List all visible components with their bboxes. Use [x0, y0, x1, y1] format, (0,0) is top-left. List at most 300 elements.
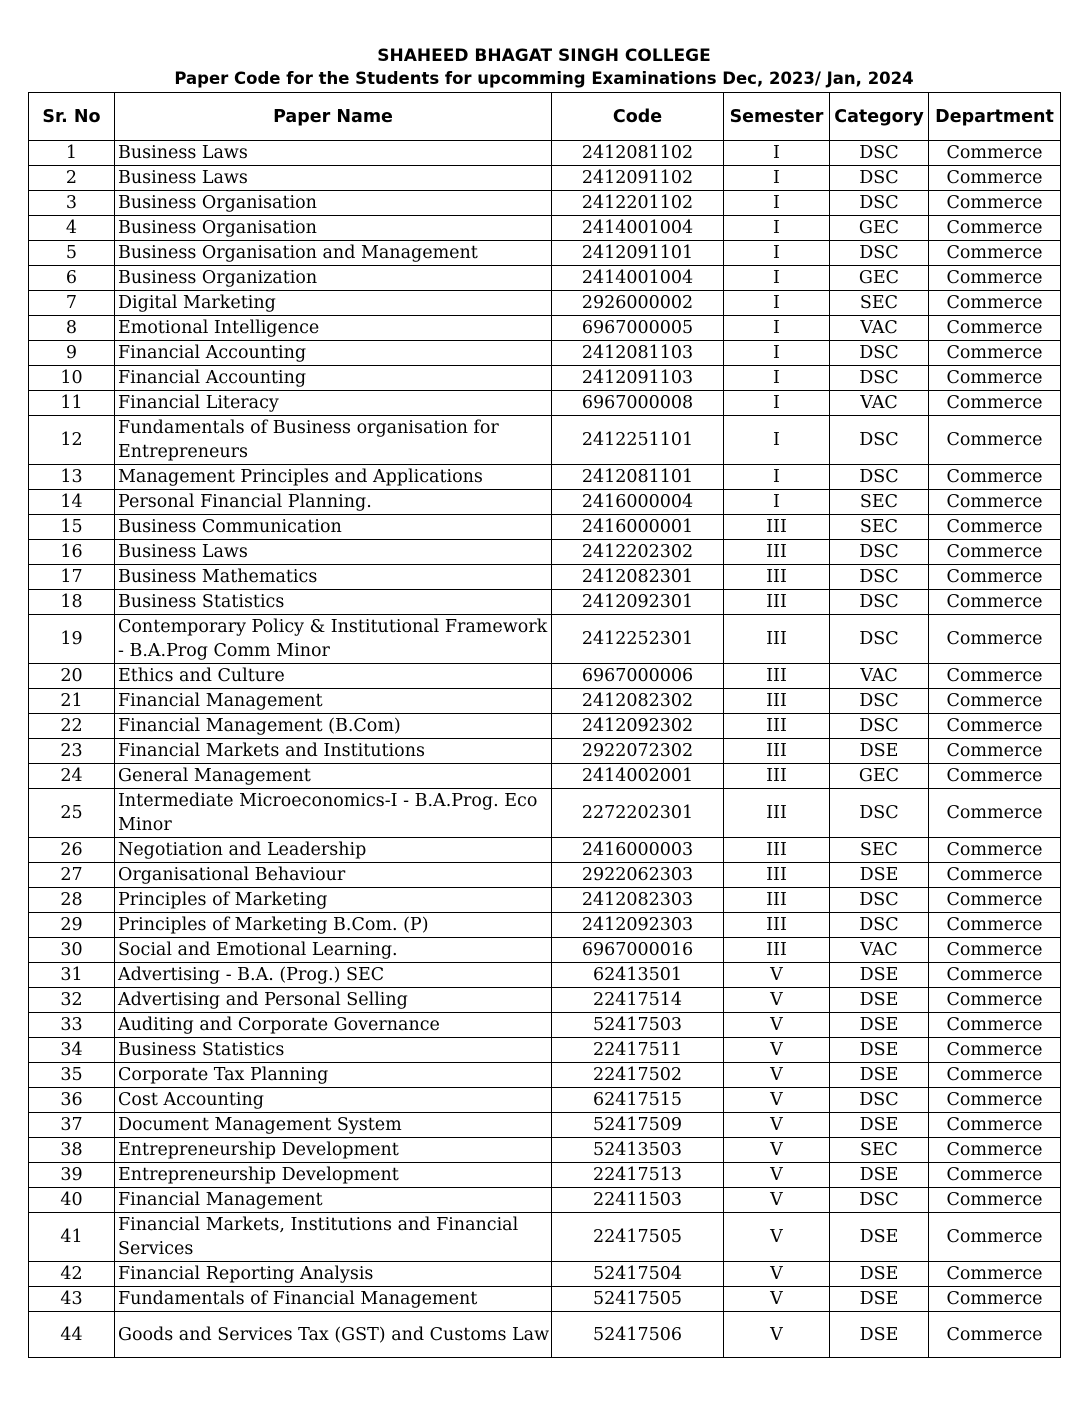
semester-cell: III — [724, 540, 830, 565]
department-cell: Commerce — [929, 888, 1061, 913]
sr-no-cell: 8 — [29, 316, 115, 341]
sr-no-cell: 39 — [29, 1163, 115, 1188]
code-cell: 2412092301 — [552, 590, 724, 615]
department-cell: Commerce — [929, 1138, 1061, 1163]
department-cell: Commerce — [929, 391, 1061, 416]
category-cell: DSC — [830, 888, 929, 913]
department-cell: Commerce — [929, 1113, 1061, 1138]
code-cell: 2922072302 — [552, 739, 724, 764]
department-cell: Commerce — [929, 988, 1061, 1013]
paper-name-cell: Digital Marketing — [115, 291, 552, 316]
category-cell: SEC — [830, 291, 929, 316]
semester-cell: III — [724, 764, 830, 789]
category-cell: GEC — [830, 266, 929, 291]
department-cell: Commerce — [929, 515, 1061, 540]
sr-no-cell: 22 — [29, 714, 115, 739]
table-row — [29, 714, 1061, 739]
code-cell: 2412092303 — [552, 913, 724, 938]
category-cell: DSE — [830, 1262, 929, 1287]
paper-name-cell: Financial Management — [115, 1188, 552, 1213]
code-cell: 2412081102 — [552, 141, 724, 166]
department-cell: Commerce — [929, 141, 1061, 166]
semester-cell: V — [724, 988, 830, 1013]
code-cell: 2926000002 — [552, 291, 724, 316]
paper-name-cell: Negotiation and Leadership — [115, 838, 552, 863]
sr-no-cell: 18 — [29, 590, 115, 615]
department-cell: Commerce — [929, 465, 1061, 490]
table-row — [29, 141, 1061, 166]
category-cell: GEC — [830, 764, 929, 789]
column-header-sr-no: Sr. No — [29, 93, 115, 141]
semester-cell: III — [724, 888, 830, 913]
table-row — [29, 1088, 1061, 1113]
semester-cell: V — [724, 1088, 830, 1113]
table-row — [29, 316, 1061, 341]
category-cell: VAC — [830, 391, 929, 416]
department-cell: Commerce — [929, 216, 1061, 241]
sr-no-cell: 25 — [29, 789, 115, 838]
paper-name-cell: Principles of Marketing — [115, 888, 552, 913]
semester-cell: V — [724, 1312, 830, 1358]
table-row — [29, 988, 1061, 1013]
semester-cell: III — [724, 913, 830, 938]
paper-name-cell: Financial Management — [115, 689, 552, 714]
department-cell: Commerce — [929, 1213, 1061, 1262]
department-cell: Commerce — [929, 1188, 1061, 1213]
category-cell: DSC — [830, 141, 929, 166]
paper-name-cell: Business Statistics — [115, 590, 552, 615]
semester-cell: I — [724, 191, 830, 216]
code-cell: 52413503 — [552, 1138, 724, 1163]
table-row — [29, 1188, 1061, 1213]
semester-cell: III — [724, 590, 830, 615]
semester-cell: V — [724, 1262, 830, 1287]
code-cell: 22417514 — [552, 988, 724, 1013]
department-cell: Commerce — [929, 664, 1061, 689]
semester-cell: III — [724, 838, 830, 863]
department-cell: Commerce — [929, 689, 1061, 714]
code-cell: 2412202302 — [552, 540, 724, 565]
category-cell: VAC — [830, 664, 929, 689]
code-cell: 2922062303 — [552, 863, 724, 888]
table-row — [29, 615, 1061, 664]
paper-name-cell: Personal Financial Planning. — [115, 490, 552, 515]
table-row — [29, 166, 1061, 191]
semester-cell: I — [724, 266, 830, 291]
category-cell: DSC — [830, 166, 929, 191]
department-cell: Commerce — [929, 764, 1061, 789]
paper-name-cell: Financial Markets, Institutions and Financial Services — [115, 1213, 552, 1262]
category-cell: DSE — [830, 1113, 929, 1138]
code-cell: 22417511 — [552, 1038, 724, 1063]
code-cell: 22417505 — [552, 1213, 724, 1262]
code-cell: 6967000016 — [552, 938, 724, 963]
department-cell: Commerce — [929, 540, 1061, 565]
semester-cell: V — [724, 1113, 830, 1138]
semester-cell: III — [724, 615, 830, 664]
paper-name-cell: Business Communication — [115, 515, 552, 540]
code-cell: 2412082303 — [552, 888, 724, 913]
paper-name-cell: Business Statistics — [115, 1038, 552, 1063]
category-cell: DSC — [830, 714, 929, 739]
sr-no-cell: 41 — [29, 1213, 115, 1262]
paper-name-cell: Advertising - B.A. (Prog.) SEC — [115, 963, 552, 988]
department-cell: Commerce — [929, 316, 1061, 341]
sr-no-cell: 40 — [29, 1188, 115, 1213]
paper-name-cell: Business Organisation — [115, 216, 552, 241]
semester-cell: III — [724, 938, 830, 963]
department-cell: Commerce — [929, 590, 1061, 615]
table-row — [29, 540, 1061, 565]
code-cell: 2412082302 — [552, 689, 724, 714]
code-cell: 2412091102 — [552, 166, 724, 191]
category-cell: DSE — [830, 1287, 929, 1312]
category-cell: DSE — [830, 863, 929, 888]
code-cell: 62417515 — [552, 1088, 724, 1113]
sr-no-cell: 2 — [29, 166, 115, 191]
category-cell: SEC — [830, 838, 929, 863]
sr-no-cell: 43 — [29, 1287, 115, 1312]
table-row — [29, 490, 1061, 515]
code-cell: 2412252301 — [552, 615, 724, 664]
department-cell: Commerce — [929, 291, 1061, 316]
semester-cell: V — [724, 1163, 830, 1188]
semester-cell: III — [724, 789, 830, 838]
table-row — [29, 241, 1061, 266]
table-row — [29, 266, 1061, 291]
category-cell: DSC — [830, 565, 929, 590]
semester-cell: III — [724, 515, 830, 540]
category-cell: VAC — [830, 938, 929, 963]
semester-cell: V — [724, 1063, 830, 1088]
sr-no-cell: 38 — [29, 1138, 115, 1163]
semester-cell: V — [724, 1038, 830, 1063]
sr-no-cell: 35 — [29, 1063, 115, 1088]
department-cell: Commerce — [929, 565, 1061, 590]
code-cell: 2272202301 — [552, 789, 724, 838]
semester-cell: I — [724, 316, 830, 341]
sr-no-cell: 13 — [29, 465, 115, 490]
code-cell: 2414001004 — [552, 266, 724, 291]
table-row — [29, 1287, 1061, 1312]
sr-no-cell: 12 — [29, 416, 115, 465]
semester-cell: I — [724, 141, 830, 166]
sr-no-cell: 5 — [29, 241, 115, 266]
department-cell: Commerce — [929, 1088, 1061, 1113]
paper-name-cell: Financial Accounting — [115, 341, 552, 366]
semester-cell: I — [724, 416, 830, 465]
semester-cell: III — [724, 863, 830, 888]
table-row — [29, 341, 1061, 366]
semester-cell: III — [724, 739, 830, 764]
table-row — [29, 1312, 1061, 1358]
category-cell: DSC — [830, 366, 929, 391]
semester-cell: V — [724, 1213, 830, 1262]
department-cell: Commerce — [929, 166, 1061, 191]
department-cell: Commerce — [929, 1163, 1061, 1188]
table-body — [29, 141, 1061, 1358]
paper-name-cell: Business Organisation and Management — [115, 241, 552, 266]
sr-no-cell: 11 — [29, 391, 115, 416]
semester-cell: III — [724, 664, 830, 689]
semester-cell: I — [724, 465, 830, 490]
code-cell: 22411503 — [552, 1188, 724, 1213]
category-cell: SEC — [830, 1138, 929, 1163]
department-cell: Commerce — [929, 913, 1061, 938]
table-row — [29, 291, 1061, 316]
sr-no-cell: 20 — [29, 664, 115, 689]
department-cell: Commerce — [929, 416, 1061, 465]
category-cell: DSC — [830, 913, 929, 938]
code-cell: 2412082301 — [552, 565, 724, 590]
paper-name-cell: Financial Accounting — [115, 366, 552, 391]
paper-name-cell: Ethics and Culture — [115, 664, 552, 689]
column-header-category: Category — [830, 93, 929, 141]
semester-cell: V — [724, 1138, 830, 1163]
sr-no-cell: 21 — [29, 689, 115, 714]
college-title: SHAHEED BHAGAT SINGH COLLEGE — [377, 46, 711, 66]
department-cell: Commerce — [929, 1312, 1061, 1358]
column-header-semester: Semester — [724, 93, 830, 141]
sr-no-cell: 26 — [29, 838, 115, 863]
paper-name-cell: Management Principles and Applications — [115, 465, 552, 490]
paper-name-cell: Business Laws — [115, 166, 552, 191]
code-cell: 52417509 — [552, 1113, 724, 1138]
paper-name-cell: Advertising and Personal Selling — [115, 988, 552, 1013]
paper-name-cell: Emotional Intelligence — [115, 316, 552, 341]
department-cell: Commerce — [929, 341, 1061, 366]
department-cell: Commerce — [929, 241, 1061, 266]
sr-no-cell: 42 — [29, 1262, 115, 1287]
sr-no-cell: 3 — [29, 191, 115, 216]
table-row — [29, 590, 1061, 615]
code-cell: 2412201102 — [552, 191, 724, 216]
document-header — [0, 44, 1088, 90]
semester-cell: I — [724, 291, 830, 316]
category-cell: DSC — [830, 689, 929, 714]
sr-no-cell: 17 — [29, 565, 115, 590]
paper-name-cell: Principles of Marketing B.Com. (P) — [115, 913, 552, 938]
department-cell: Commerce — [929, 1038, 1061, 1063]
category-cell: DSC — [830, 416, 929, 465]
department-cell: Commerce — [929, 714, 1061, 739]
category-cell: GEC — [830, 216, 929, 241]
table-row — [29, 913, 1061, 938]
semester-cell: III — [724, 714, 830, 739]
paper-name-cell: Financial Literacy — [115, 391, 552, 416]
category-cell: DSC — [830, 789, 929, 838]
department-cell: Commerce — [929, 1262, 1061, 1287]
semester-cell: III — [724, 565, 830, 590]
code-cell: 22417502 — [552, 1063, 724, 1088]
department-cell: Commerce — [929, 789, 1061, 838]
sr-no-cell: 44 — [29, 1312, 115, 1358]
code-cell: 2412091103 — [552, 366, 724, 391]
semester-cell: V — [724, 1013, 830, 1038]
table-row — [29, 465, 1061, 490]
sr-no-cell: 34 — [29, 1038, 115, 1063]
sr-no-cell: 7 — [29, 291, 115, 316]
table-row — [29, 664, 1061, 689]
paper-name-cell: Cost Accounting — [115, 1088, 552, 1113]
sr-no-cell: 23 — [29, 739, 115, 764]
table-row — [29, 888, 1061, 913]
department-cell: Commerce — [929, 739, 1061, 764]
semester-cell: I — [724, 341, 830, 366]
sr-no-cell: 27 — [29, 863, 115, 888]
code-cell: 2416000001 — [552, 515, 724, 540]
code-cell: 6967000005 — [552, 316, 724, 341]
paper-name-cell: Document Management System — [115, 1113, 552, 1138]
paper-name-cell: Corporate Tax Planning — [115, 1063, 552, 1088]
code-cell: 2412251101 — [552, 416, 724, 465]
paper-name-cell: Organisational Behaviour — [115, 863, 552, 888]
code-cell: 2414001004 — [552, 216, 724, 241]
sr-no-cell: 30 — [29, 938, 115, 963]
paper-name-cell: Financial Reporting Analysis — [115, 1262, 552, 1287]
code-cell: 6967000006 — [552, 664, 724, 689]
department-cell: Commerce — [929, 615, 1061, 664]
code-cell: 22417513 — [552, 1163, 724, 1188]
table-row — [29, 838, 1061, 863]
paper-name-cell: Contemporary Policy & Institutional Framework - B.A.Prog Comm Minor — [115, 615, 552, 664]
table-row — [29, 739, 1061, 764]
category-cell: VAC — [830, 316, 929, 341]
department-cell: Commerce — [929, 1287, 1061, 1312]
column-header-paper-name: Paper Name — [115, 93, 552, 141]
sr-no-cell: 10 — [29, 366, 115, 391]
paper-name-cell: Business Laws — [115, 540, 552, 565]
table-row — [29, 565, 1061, 590]
table-row — [29, 863, 1061, 888]
sr-no-cell: 4 — [29, 216, 115, 241]
department-cell: Commerce — [929, 490, 1061, 515]
sr-no-cell: 6 — [29, 266, 115, 291]
paper-name-cell: Business Laws — [115, 141, 552, 166]
department-cell: Commerce — [929, 191, 1061, 216]
paper-name-cell: Business Organization — [115, 266, 552, 291]
code-cell: 2412091101 — [552, 241, 724, 266]
code-cell: 2412081103 — [552, 341, 724, 366]
category-cell: DSE — [830, 988, 929, 1013]
paper-name-cell: Fundamentals of Business organisation for Entrepreneurs — [115, 416, 552, 465]
category-cell: DSC — [830, 1088, 929, 1113]
category-cell: DSE — [830, 963, 929, 988]
table-row — [29, 1163, 1061, 1188]
department-cell: Commerce — [929, 1013, 1061, 1038]
category-cell: DSE — [830, 1163, 929, 1188]
code-cell: 2416000004 — [552, 490, 724, 515]
sr-no-cell: 15 — [29, 515, 115, 540]
semester-cell: V — [724, 1188, 830, 1213]
paper-name-cell: Entrepreneurship Development — [115, 1138, 552, 1163]
category-cell: DSC — [830, 540, 929, 565]
category-cell: DSC — [830, 191, 929, 216]
table-row — [29, 216, 1061, 241]
category-cell: DSE — [830, 1213, 929, 1262]
semester-cell: I — [724, 366, 830, 391]
department-cell: Commerce — [929, 963, 1061, 988]
category-cell: DSC — [830, 1188, 929, 1213]
department-cell: Commerce — [929, 938, 1061, 963]
table-row — [29, 1138, 1061, 1163]
category-cell: DSE — [830, 1013, 929, 1038]
sr-no-cell: 19 — [29, 615, 115, 664]
department-cell: Commerce — [929, 366, 1061, 391]
paper-name-cell: Auditing and Corporate Governance — [115, 1013, 552, 1038]
sr-no-cell: 32 — [29, 988, 115, 1013]
category-cell: DSC — [830, 615, 929, 664]
code-cell: 2416000003 — [552, 838, 724, 863]
category-cell: DSE — [830, 1038, 929, 1063]
paper-name-cell: Goods and Services Tax (GST) and Customs Law — [115, 1312, 552, 1358]
table-row — [29, 764, 1061, 789]
code-cell: 52417505 — [552, 1287, 724, 1312]
paper-name-cell: Financial Markets and Institutions — [115, 739, 552, 764]
category-cell: DSE — [830, 1063, 929, 1088]
paper-name-cell: Business Organisation — [115, 191, 552, 216]
sr-no-cell: 31 — [29, 963, 115, 988]
table-row — [29, 1213, 1061, 1262]
paper-name-cell: Financial Management (B.Com) — [115, 714, 552, 739]
category-cell: DSC — [830, 590, 929, 615]
code-cell: 52417504 — [552, 1262, 724, 1287]
table-row — [29, 1013, 1061, 1038]
table-row — [29, 366, 1061, 391]
table-row — [29, 689, 1061, 714]
table-row — [29, 416, 1061, 465]
table-row — [29, 963, 1061, 988]
sr-no-cell: 37 — [29, 1113, 115, 1138]
semester-cell: V — [724, 1287, 830, 1312]
department-cell: Commerce — [929, 1063, 1061, 1088]
semester-cell: III — [724, 689, 830, 714]
paper-name-cell: Intermediate Microeconomics-I - B.A.Prog. Eco Minor — [115, 789, 552, 838]
paper-name-cell: Fundamentals of Financial Management — [115, 1287, 552, 1312]
code-cell: 6967000008 — [552, 391, 724, 416]
sr-no-cell: 14 — [29, 490, 115, 515]
sr-no-cell: 9 — [29, 341, 115, 366]
table-header-row — [29, 93, 1061, 141]
table-row — [29, 1063, 1061, 1088]
semester-cell: I — [724, 391, 830, 416]
category-cell: DSE — [830, 1312, 929, 1358]
paper-code-table — [28, 92, 1061, 1358]
code-cell: 2412092302 — [552, 714, 724, 739]
semester-cell: I — [724, 166, 830, 191]
table-row — [29, 1262, 1061, 1287]
paper-name-cell: Business Mathematics — [115, 565, 552, 590]
semester-cell: V — [724, 963, 830, 988]
table-row — [29, 1038, 1061, 1063]
semester-cell: I — [724, 216, 830, 241]
category-cell: DSE — [830, 739, 929, 764]
table-row — [29, 789, 1061, 838]
code-cell: 2412081101 — [552, 465, 724, 490]
category-cell: SEC — [830, 490, 929, 515]
sr-no-cell: 28 — [29, 888, 115, 913]
code-cell: 2414002001 — [552, 764, 724, 789]
sr-no-cell: 36 — [29, 1088, 115, 1113]
sr-no-cell: 1 — [29, 141, 115, 166]
sr-no-cell: 29 — [29, 913, 115, 938]
table-row — [29, 1113, 1061, 1138]
code-cell: 62413501 — [552, 963, 724, 988]
table-row — [29, 191, 1061, 216]
table-row — [29, 391, 1061, 416]
code-cell: 52417506 — [552, 1312, 724, 1358]
table-row — [29, 515, 1061, 540]
